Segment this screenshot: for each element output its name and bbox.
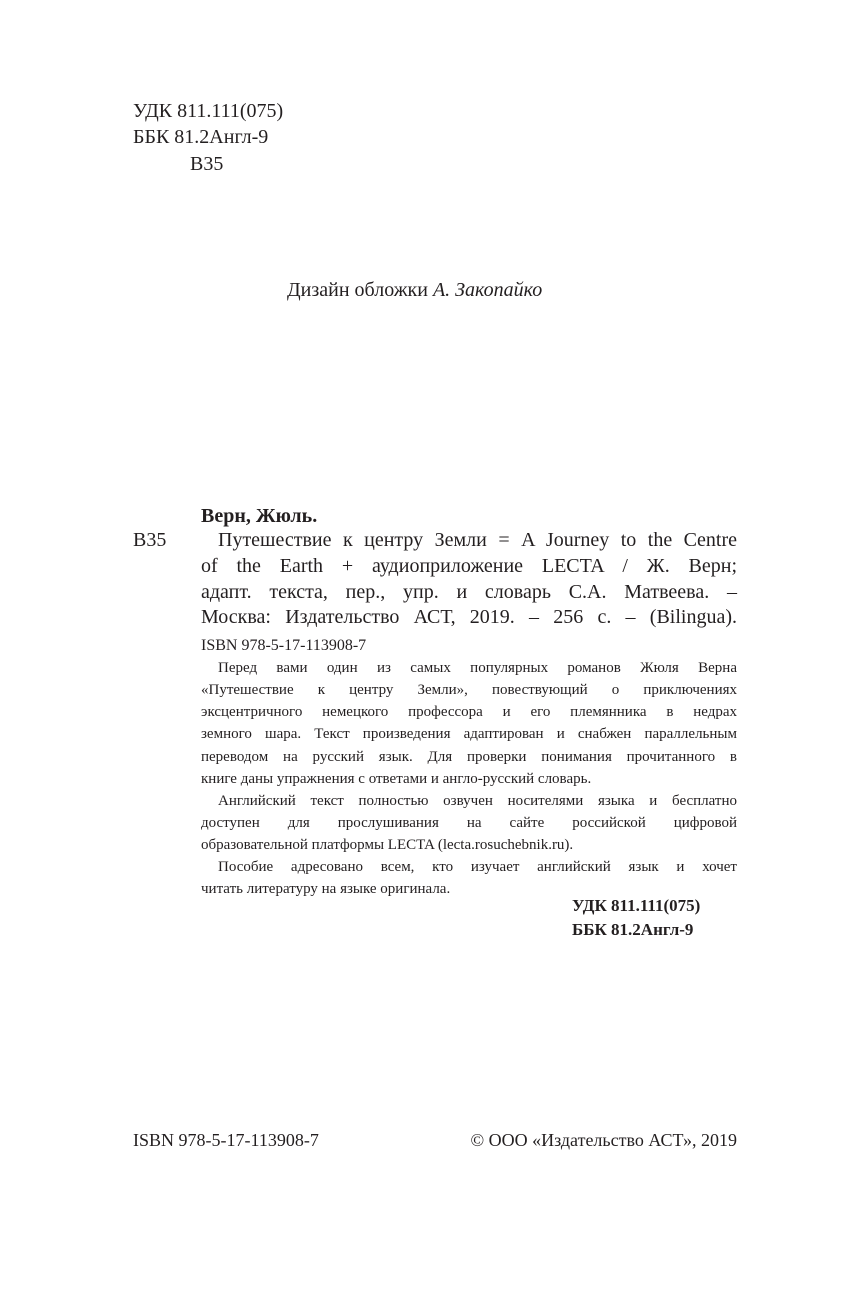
record-author-mark: В35 (133, 529, 167, 551)
record-line: адапт. текста, пер., упр. и словарь С.А. Матвеева. – (201, 581, 737, 603)
header-udk: УДК 811.111(075) (133, 100, 284, 122)
annotation-line: доступен для прослушивания на сайте российской цифровой (201, 815, 737, 831)
annotation-line: Пособие адресовано всем, кто изучает английский язык и хочет (218, 859, 737, 875)
annotation-line: переводом на русский язык. Для проверки понимания прочитанного в (201, 749, 737, 765)
annotation-line: земного шара. Текст произведения адаптирован и снабжен параллельным (201, 726, 737, 742)
record-line: Путешествие к центру Земли = A Journey to the Centre (218, 529, 737, 551)
annotation-line: читать литературу на языке оригинала. (201, 881, 451, 897)
annotation-line: образовательной платформы LECTA (lecta.rosuchebnik.ru). (201, 837, 574, 853)
record-line: of the Earth + аудиоприложение LECTA / Ж. Верн; (201, 555, 737, 577)
footer-isbn: ISBN 978-5-17-113908-7 (133, 1130, 319, 1150)
record-isbn: ISBN 978-5-17-113908-7 (201, 637, 367, 654)
annotation-line: «Путешествие к центру Земли», повествующий о приключениях (201, 682, 737, 698)
header-bbk: ББК 81.2Англ-9 (133, 126, 269, 148)
record-author: Верн, Жюль. (201, 505, 318, 527)
cover-design-credit (287, 278, 542, 302)
annotation-udk: УДК 811.111(075) (572, 896, 701, 915)
annotation-line: Перед вами один из самых популярных романов Жюля Верна (218, 660, 737, 676)
footer-copyright: © ООО «Издательство АСТ», 2019 (470, 1130, 737, 1150)
record-line: Москва: Издательство АСТ, 2019. – 256 с. – (Bilingua). (201, 606, 737, 628)
annotation-line: эксцентричного немецкого профессора и его племянника в недрах (201, 704, 737, 720)
annotation-line: книге даны упражнения с ответами и англо-русский словарь. (201, 771, 592, 787)
cover-designer: А. Закопайко (432, 279, 543, 301)
annotation-bbk: ББК 81.2Англ-9 (572, 920, 694, 939)
header-author-mark: В35 (190, 153, 224, 175)
annotation-line: Английский текст полностью озвучен носителями языка и бесплатно (218, 793, 737, 809)
cover-design-label: Дизайн обложки (287, 279, 428, 301)
